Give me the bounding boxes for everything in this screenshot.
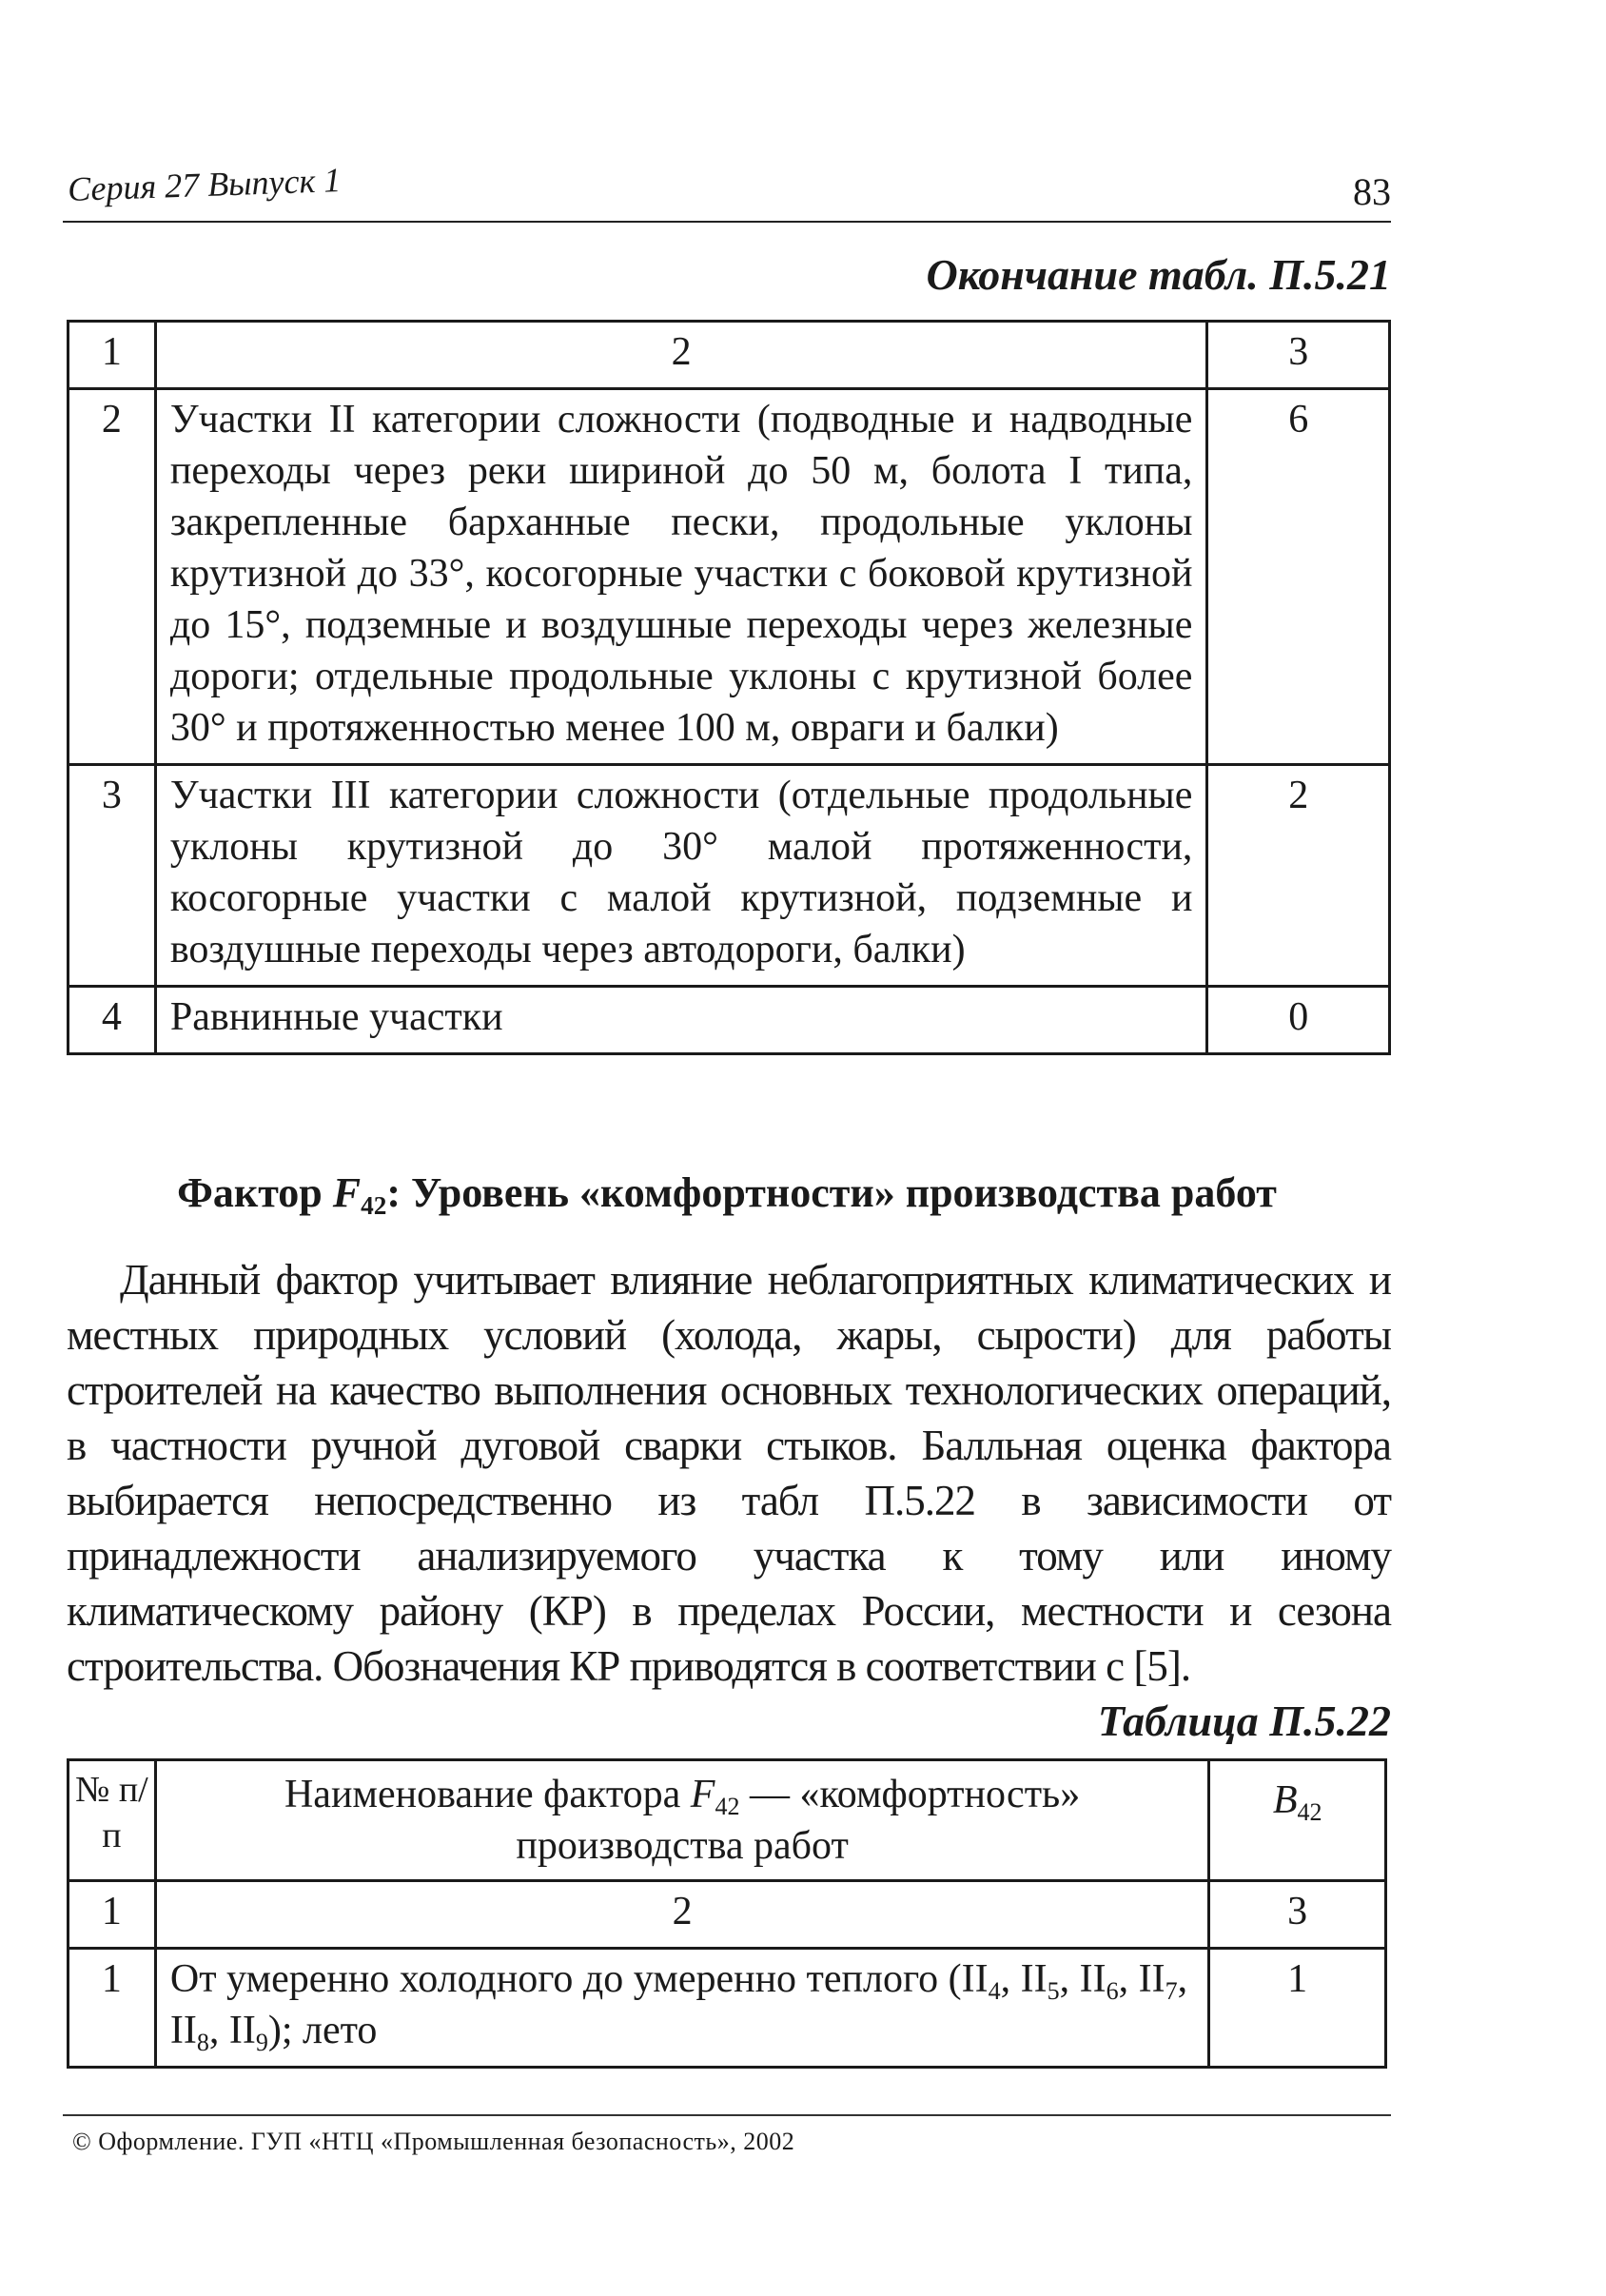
score-symbol: B [1272,1778,1298,1822]
row-text: , II [169,1957,1188,2052]
subscript: 7 [1165,1976,1178,2005]
head-text-a: Наименование фактора [284,1773,691,1816]
page-number: 83 [1353,170,1391,213]
table-cell: Равнинные участки [155,987,1207,1054]
table-cell: 6 [1207,389,1390,765]
head-factor-symbol: F [690,1773,715,1816]
table-cell: Участки II категории сложности (подводные и надводные переходы через реки шириной до 50 м, болота I типа, закрепленные барханные пески, продольные уклоны крутизной до 33°, косогорные участки с боковой крутизной до 15°, подземные и воздушные переходы через железные дороги; отдельные продольные уклоны с крутизной более 30° и протяженностью менее 100 м, овраги и балки) [155,389,1207,765]
table1-caption: Окончание табл. П.5.21 [926,250,1391,299]
subscript: 4 [988,1976,1001,2005]
table-p5-22 [67,1758,1387,2069]
row-text: ); лето [267,2009,378,2052]
section-heading [57,1168,1397,1221]
head-text-b: — «комфортность» производства работ [516,1773,1081,1868]
subscript: 5 [1047,1976,1060,2005]
head-factor-subscript: 42 [715,1792,740,1820]
table-cell: 2 [69,389,156,765]
table-cell: 1 [69,322,156,389]
subscript: 8 [196,2028,209,2056]
table-cell: 3 [69,765,156,987]
subscript: 9 [255,2028,268,2056]
footer-divider [63,2114,1391,2116]
score-subscript: 42 [1297,1797,1322,1826]
table-head-cell-score [1209,1760,1386,1881]
table-cell: Участки III категории сложности (отдельные продольные уклоны крутизной до 30° малой протяженности, косогорные участки с малой крутизной, подземные и воздушные переходы через автодороги, балки) [155,765,1207,987]
heading-factor-symbol: F [332,1169,362,1216]
table-head-cell-name [155,1760,1208,1881]
table-cell: 1 [69,1881,156,1949]
table-cell [155,1949,1208,2068]
table-row [69,322,1390,389]
table-head-cell-number: № п/п [69,1760,156,1881]
header-divider [63,221,1391,223]
row-text: , II [1118,1957,1165,2001]
row-text: , II [1000,1957,1048,2001]
table-row [69,1881,1386,1949]
row-text: , II [208,2009,256,2052]
table-cell: 3 [1209,1881,1386,1949]
row-text: От умеренно холодного до умеренно теплого (II [169,1957,989,2001]
heading-prefix: Фактор [177,1169,333,1216]
footer-copyright: © Оформление. ГУП «НТЦ «Промышленная безопасность», 2002 [72,2128,795,2155]
table-cell: 2 [1207,765,1390,987]
heading-factor-subscript: 42 [361,1191,387,1221]
row-text: , II [1059,1957,1107,2001]
table-cell: 1 [69,1949,156,2068]
table-row [69,987,1390,1054]
table-cell: 3 [1207,322,1390,389]
table-cell: 0 [1207,987,1390,1054]
table-cell: 2 [155,322,1207,389]
table-p5-21-end [67,320,1391,1055]
table-row [69,389,1390,765]
table-row [69,1760,1386,1881]
table-cell: 1 [1209,1949,1386,2068]
table-row [69,765,1390,987]
body-paragraph: Данный фактор учитывает влияние неблагоприятных климатических и местных природных условий (холода, жары, сырости) для работы строителей на качество выполнения основных технологических операций, в частности ручной дуговой сварки стыков. Балльная оценка фактора выбирается непосредственно из табл П.5.22 в зависимости от принадлежности анализируемого участка к тому или иному климатическому району (КР) в пределах России, местности и сезона строительства. Обозначения КР приводятся в соответствии с [5]. [67,1256,1391,1690]
table2-caption: Таблица П.5.22 [1097,1697,1391,1745]
table-cell: 2 [155,1881,1208,1949]
subscript: 6 [1106,1976,1119,2005]
heading-title: : Уровень «комфортности» производства работ [386,1169,1277,1216]
table-cell: 4 [69,987,156,1054]
series-issue-header: Серия 27 Выпуск 1 [67,161,342,209]
table-row [69,1949,1386,2068]
